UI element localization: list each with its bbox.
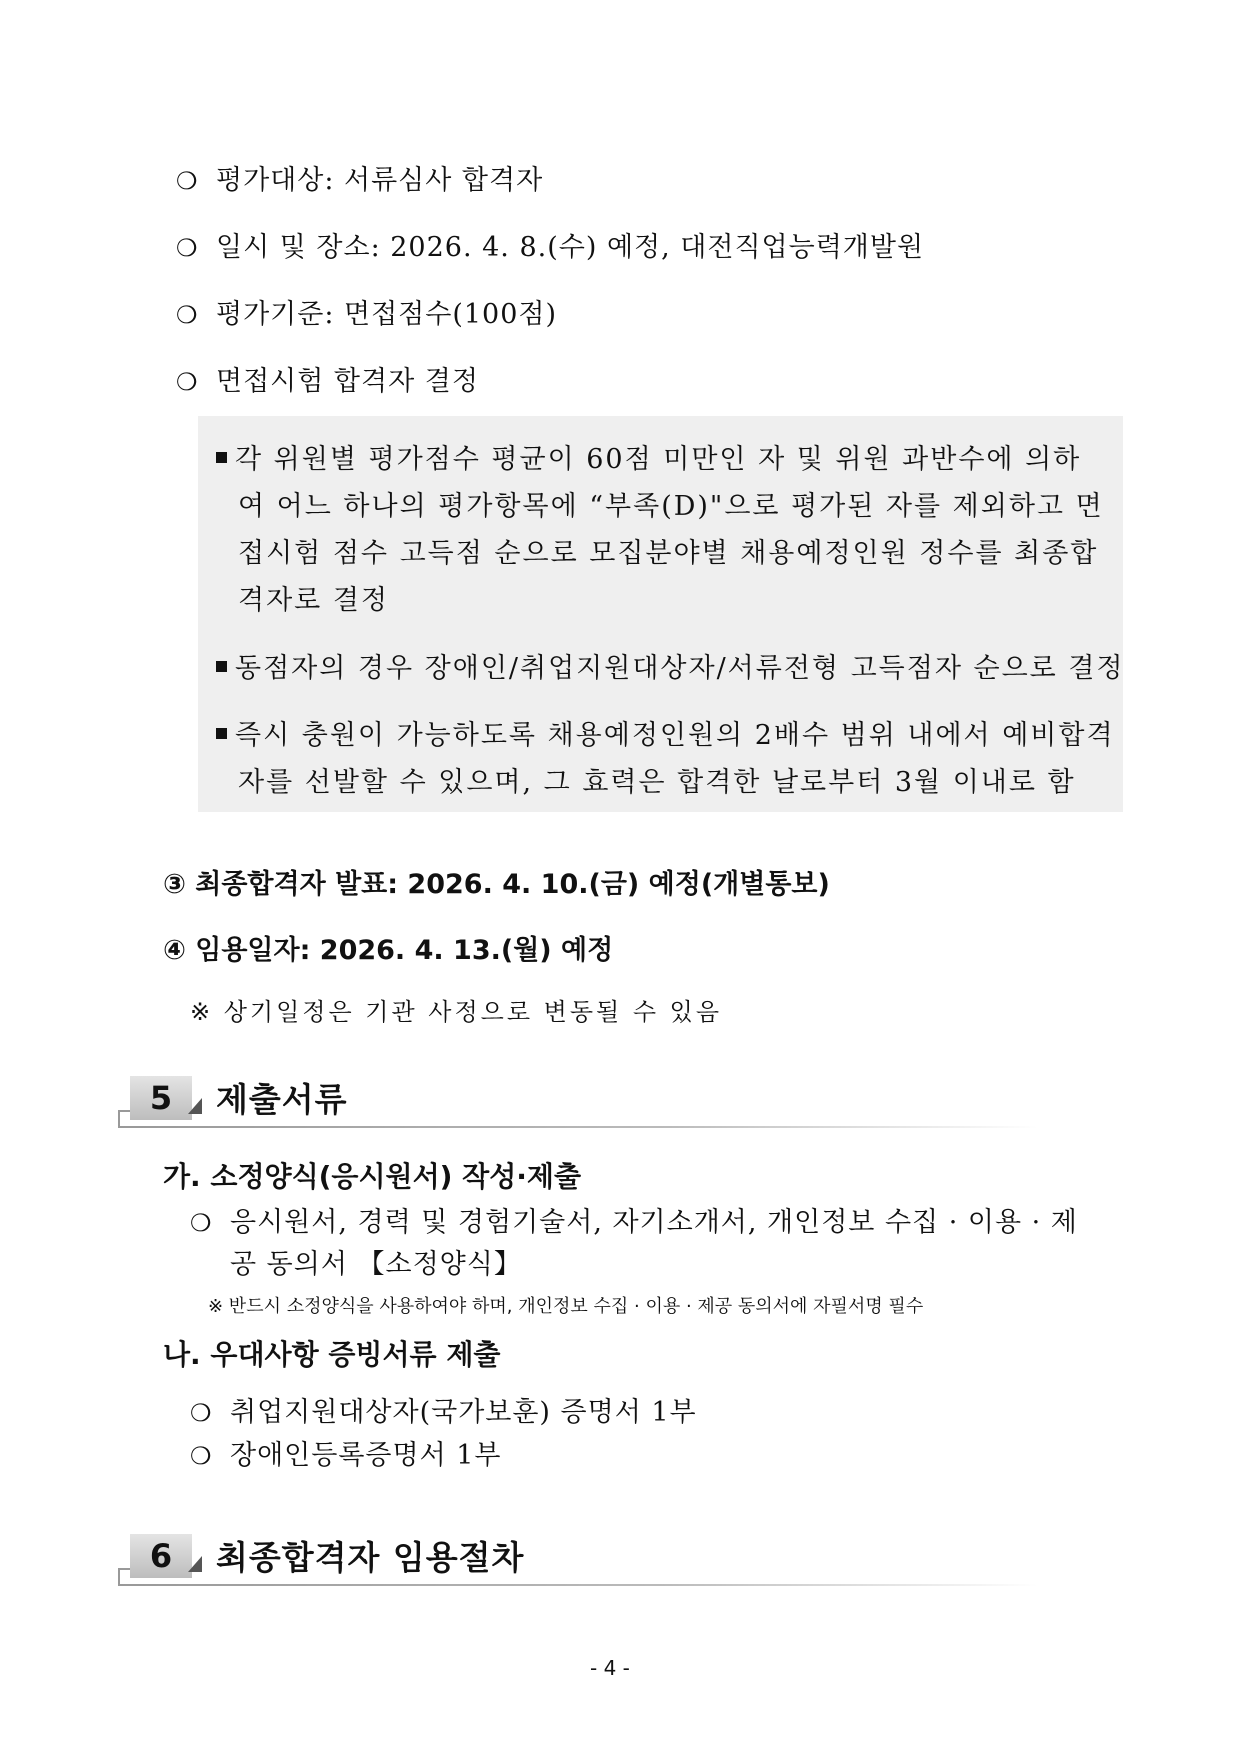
circle-bullet-icon: ❍ (176, 234, 199, 262)
eval-item-criteria: ❍ 평가기준: 면접점수(100점) (176, 299, 558, 330)
section-number: 6 (130, 1534, 192, 1578)
criteria-line-3: 접시험 점수 고득점 순으로 모집분야별 채용예정인원 정수를 최종합 (238, 538, 1099, 569)
subsection-a-item: ❍ 응시원서, 경력 및 경험기술서, 자기소개서, 개인정보 수집 · 이용 · 제 (190, 1207, 1078, 1238)
criteria-line-4: 격자로 결정 (238, 585, 389, 616)
subsection-b-item-1: ❍ 취업지원대상자(국가보훈) 증명서 1부 (190, 1397, 697, 1428)
criteria-line-6: 즉시 충원이 가능하도록 채용예정인원의 2배수 범위 내에서 예비합격 (216, 713, 1115, 752)
circle-bullet-icon: ❍ (190, 1209, 213, 1237)
appointment-date: ④ 임용일자: 2026. 4. 13.(월) 예정 (163, 935, 614, 966)
section-5-header (118, 1076, 1038, 1134)
eval-item-target: ❍ 평가대상: 서류심사 합격자 (176, 165, 544, 196)
page-number: - 4 - (590, 1656, 630, 1680)
section-number: 5 (130, 1076, 192, 1120)
circle-bullet-icon: ❍ (176, 301, 199, 329)
subsection-b-item-2: ❍ 장애인등록증명서 1부 (190, 1440, 502, 1471)
subsection-a-item-cont: 공 동의서 【소정양식】 (230, 1249, 522, 1280)
eval-item-decision: ❍ 면접시험 합격자 결정 (176, 366, 479, 397)
subsection-a-note: ※ 반드시 소정양식을 사용하여야 하며, 개인정보 수집 · 이용 · 제공 동의서에 자필서명 필수 (208, 1296, 924, 1317)
section-divider (118, 1584, 1038, 1586)
section-6-header (118, 1534, 1038, 1592)
square-bullet-icon (216, 728, 227, 739)
section-title: 제출서류 (216, 1080, 348, 1119)
section-title: 최종합격자 임용절차 (216, 1538, 525, 1577)
triangle-icon (188, 1098, 202, 1114)
subsection-a-title: 가. 소정양식(응시원서) 작성·제출 (163, 1160, 581, 1193)
section-divider (118, 1126, 1038, 1128)
criteria-line-5: 동점자의 경우 장애인/취업지원대상자/서류전형 고득점자 순으로 결정 (216, 646, 1124, 685)
circle-bullet-icon: ❍ (176, 368, 199, 396)
square-bullet-icon (216, 452, 227, 463)
subsection-b-title: 나. 우대사항 증빙서류 제출 (163, 1338, 501, 1371)
criteria-line-2: 여 어느 하나의 평가항목에 “부족(D)"으로 평가된 자를 제외하고 면 (238, 491, 1104, 522)
criteria-line-7: 자를 선발할 수 있으며, 그 효력은 합격한 날로부터 3월 이내로 함 (238, 767, 1076, 798)
criteria-line-1: 각 위원별 평가점수 평균이 60점 미만인 자 및 위원 과반수에 의하 (216, 437, 1081, 476)
circle-bullet-icon: ❍ (190, 1442, 213, 1470)
circle-bullet-icon: ❍ (176, 167, 199, 195)
eval-item-datetime: ❍ 일시 및 장소: 2026. 4. 8.(수) 예정, 대전직업능력개발원 (176, 232, 925, 263)
circle-bullet-icon: ❍ (190, 1399, 213, 1427)
final-announcement: ③ 최종합격자 발표: 2026. 4. 10.(금) 예정(개별통보) (163, 869, 830, 900)
triangle-icon (188, 1556, 202, 1572)
square-bullet-icon (216, 661, 227, 672)
schedule-note: ※ 상기일정은 기관 사정으로 변동될 수 있음 (190, 998, 723, 1026)
